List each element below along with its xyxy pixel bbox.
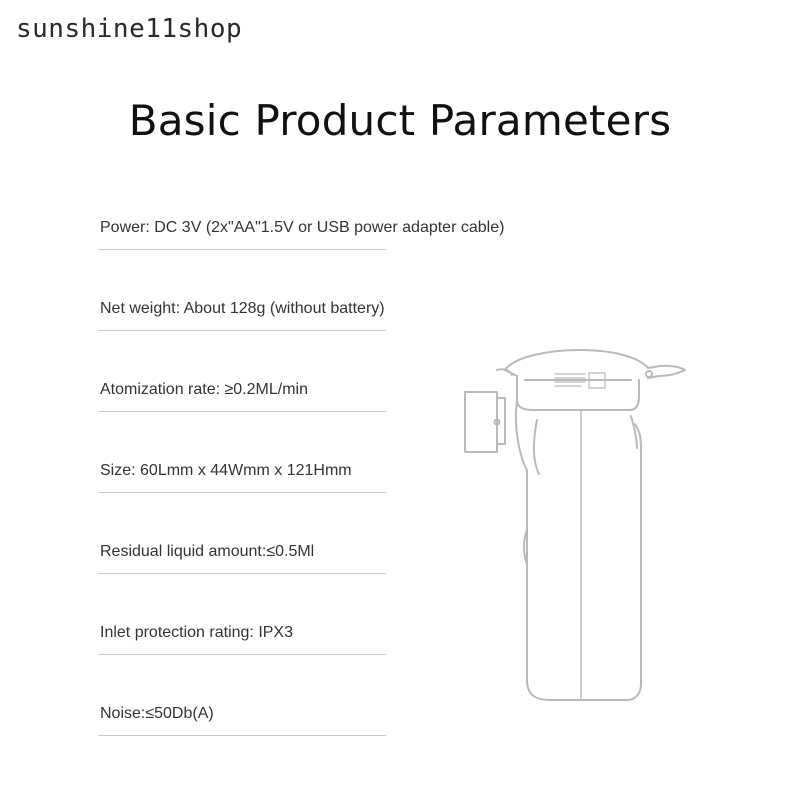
param-residual-liquid [98,526,388,607]
lid-outline [505,350,648,370]
param-atomization-rate [98,364,388,445]
divider [98,654,386,655]
lid-clip [648,366,685,378]
parameter-list [98,202,505,769]
param-text: Noise:≤50Db(A) [100,705,214,722]
divider [98,330,386,331]
param-text: Inlet protection rating: IPX3 [100,624,293,641]
param-size [98,445,388,526]
divider [98,249,386,250]
body-inner-left [534,420,539,474]
shop-watermark: sunshine11shop [16,14,243,44]
param-inlet-protection [98,607,388,688]
param-text: Power: DC 3V (2x"AA"1.5V or USB power adapter cable) [100,219,505,236]
body-inner-right [631,416,637,448]
lid-hinge [646,371,652,377]
param-noise [98,688,388,769]
cup-outline [517,376,639,410]
mouthpiece-outer [465,392,497,452]
param-text: Residual liquid amount:≤0.5Ml [100,543,315,560]
divider [98,411,386,412]
param-text: Size: 60Lmm x 44Wmm x 121Hmm [100,462,352,479]
nebulizer-illustration-icon [455,340,695,720]
param-text: Atomization rate: ≥0.2ML/min [100,381,308,398]
lid-tab [497,369,512,375]
param-net-weight [98,283,388,364]
divider [98,573,386,574]
param-text: Net weight: About 128g (without battery) [100,300,385,317]
divider [98,735,386,736]
divider [98,492,386,493]
param-power [98,202,505,283]
page-title: Basic Product Parameters [128,96,672,146]
